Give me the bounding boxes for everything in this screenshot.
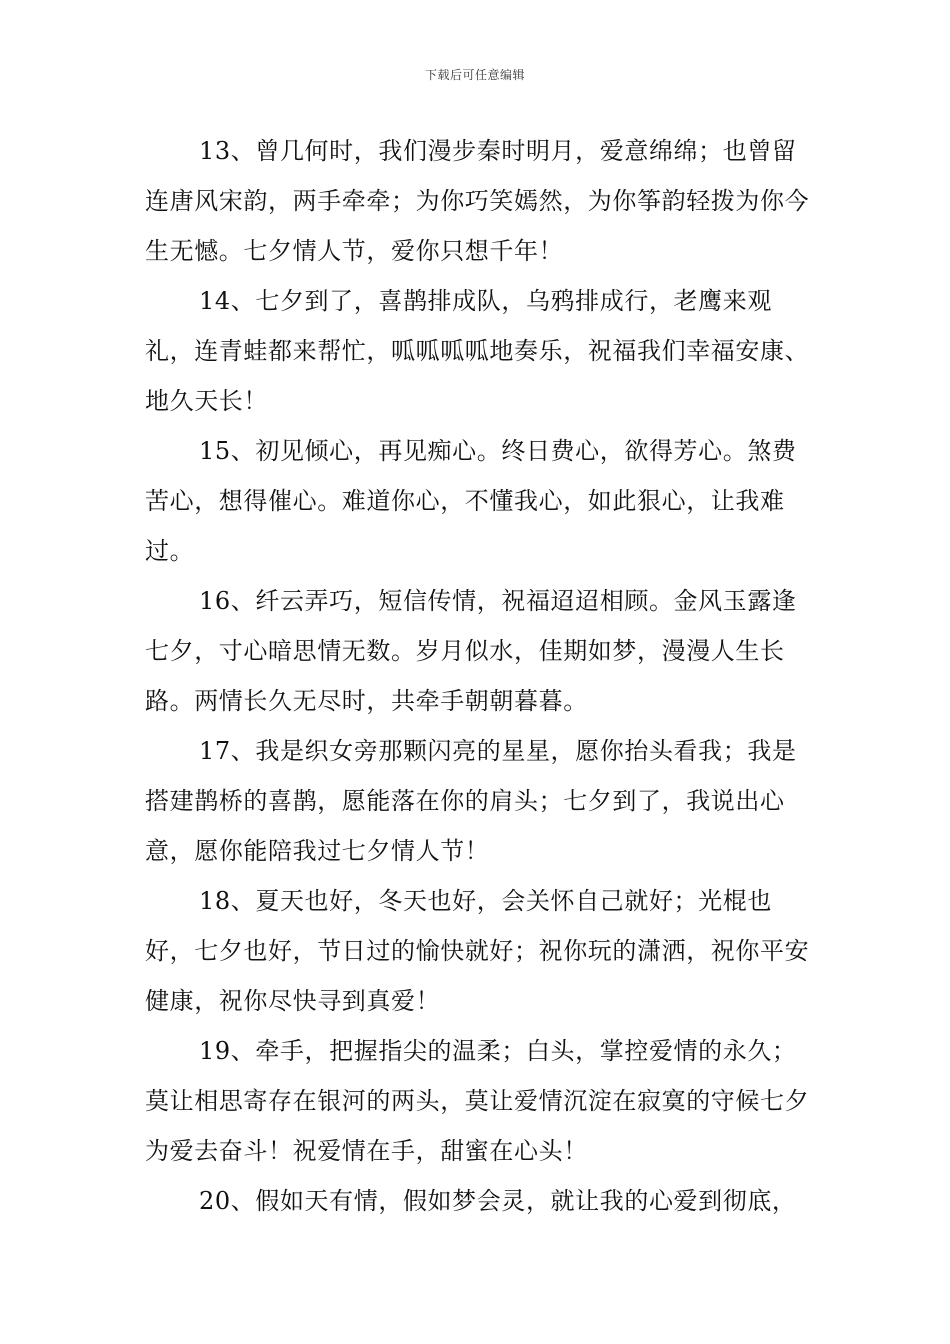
header-note: 下载后可任意编辑 xyxy=(424,68,525,82)
paragraph-19: 19、牵手，把握指尖的温柔；白头，掌控爱情的永久；莫让相思寄存在银河的两头，莫让爱情沉淀在寂寞的守候七夕为爱去奋斗！祝爱情在手，甜蜜在心头！ xyxy=(145,1037,810,1165)
paragraph-20: 20、假如天有情，假如梦会灵，就让我的心爱到彻底， xyxy=(199,1187,797,1215)
document-body xyxy=(145,126,811,1226)
paragraph-18: 18、夏天也好，冬天也好，会关怀自己就好；光棍也好，七夕也好，节日过的愉快就好；祝你玩的潇洒，祝你平安健康，祝你尽快寻到真爱！ xyxy=(145,887,810,1015)
paragraph-14: 14、七夕到了，喜鹊排成队，乌鸦排成行，老鹰来观礼，连青蛙都来帮忙，呱呱呱呱地奏乐，祝福我们幸福安康、地久天长！ xyxy=(145,287,810,415)
paragraph-17: 17、我是织女旁那颗闪亮的星星，愿你抬头看我；我是搭建鹊桥的喜鹊，愿能落在你的肩头；七夕到了，我说出心意，愿你能陪我过七夕情人节！ xyxy=(145,737,797,865)
paragraph-15: 15、初见倾心，再见痴心。终日费心，欲得芳心。煞费苦心，想得催心。难道你心，不懂我心，如此狠心，让我难过。 xyxy=(145,437,797,565)
paragraph-16: 16、纤云弄巧，短信传情，祝福迢迢相顾。金风玉露逢七夕，寸心暗思情无数。岁月似水，佳期如梦，漫漫人生长路。两情长久无尽时，共牵手朝朝暮暮。 xyxy=(145,587,797,715)
paragraph-13: 13、曾几何时，我们漫步秦时明月，爱意绵绵；也曾留连唐风宋韵，两手牵牵；为你巧笑嫣然，为你筝韵轻拨为你今生无憾。七夕情人节，爱你只想千年！ xyxy=(145,137,810,265)
